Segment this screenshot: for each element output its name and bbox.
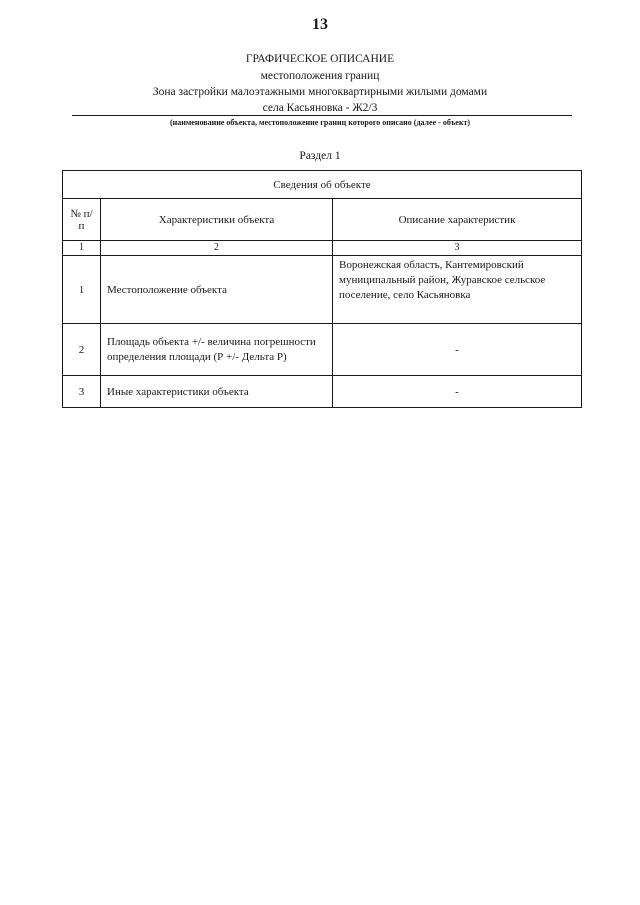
table-row (63, 324, 582, 376)
table-title: Сведения об объекте (63, 171, 582, 199)
table-row (63, 256, 582, 324)
column-index: 2 (101, 241, 333, 256)
page-number: 13 (312, 16, 328, 33)
section-title: Раздел 1 (299, 150, 341, 162)
column-index: 1 (63, 241, 101, 256)
row-characteristic: Иные характеристики объекта (101, 376, 333, 408)
column-header-characteristic: Характеристики объекта (101, 199, 333, 241)
doc-title: ГРАФИЧЕСКОЕ ОПИСАНИЕ (245, 53, 395, 65)
object-location: села Касьяновка - Ж2/3 (262, 102, 378, 114)
object-info-table (62, 170, 582, 408)
row-characteristic: Площадь объекта +/- величина погрешности определения площади (Р +/- Дельта Р) (101, 324, 333, 376)
table-title-row (63, 171, 582, 199)
table-header-row (63, 199, 582, 241)
row-number: 3 (63, 376, 101, 408)
header-underline (72, 115, 572, 116)
table-row (63, 376, 582, 408)
row-number: 1 (63, 256, 101, 324)
row-number: 2 (63, 324, 101, 376)
object-name: Зона застройки малоэтажными многоквартирными жилыми домами (152, 86, 488, 98)
doc-subtitle: местоположения границ (260, 70, 380, 82)
column-header-number: № п/п (63, 199, 101, 241)
column-header-description: Описание характеристик (333, 199, 582, 241)
row-characteristic: Местоположение объекта (101, 256, 333, 324)
row-description: - (333, 324, 582, 376)
row-description: Воронежская область, Кантемировский муниципальный район, Журавское сельское поселение, село Касьяновка (333, 256, 582, 324)
table-index-row (63, 241, 582, 256)
header-caption: (наименование объекта, местоположение границ которого описано (далее - объект) (169, 118, 471, 127)
column-index: 3 (333, 241, 582, 256)
row-description: - (333, 376, 582, 408)
